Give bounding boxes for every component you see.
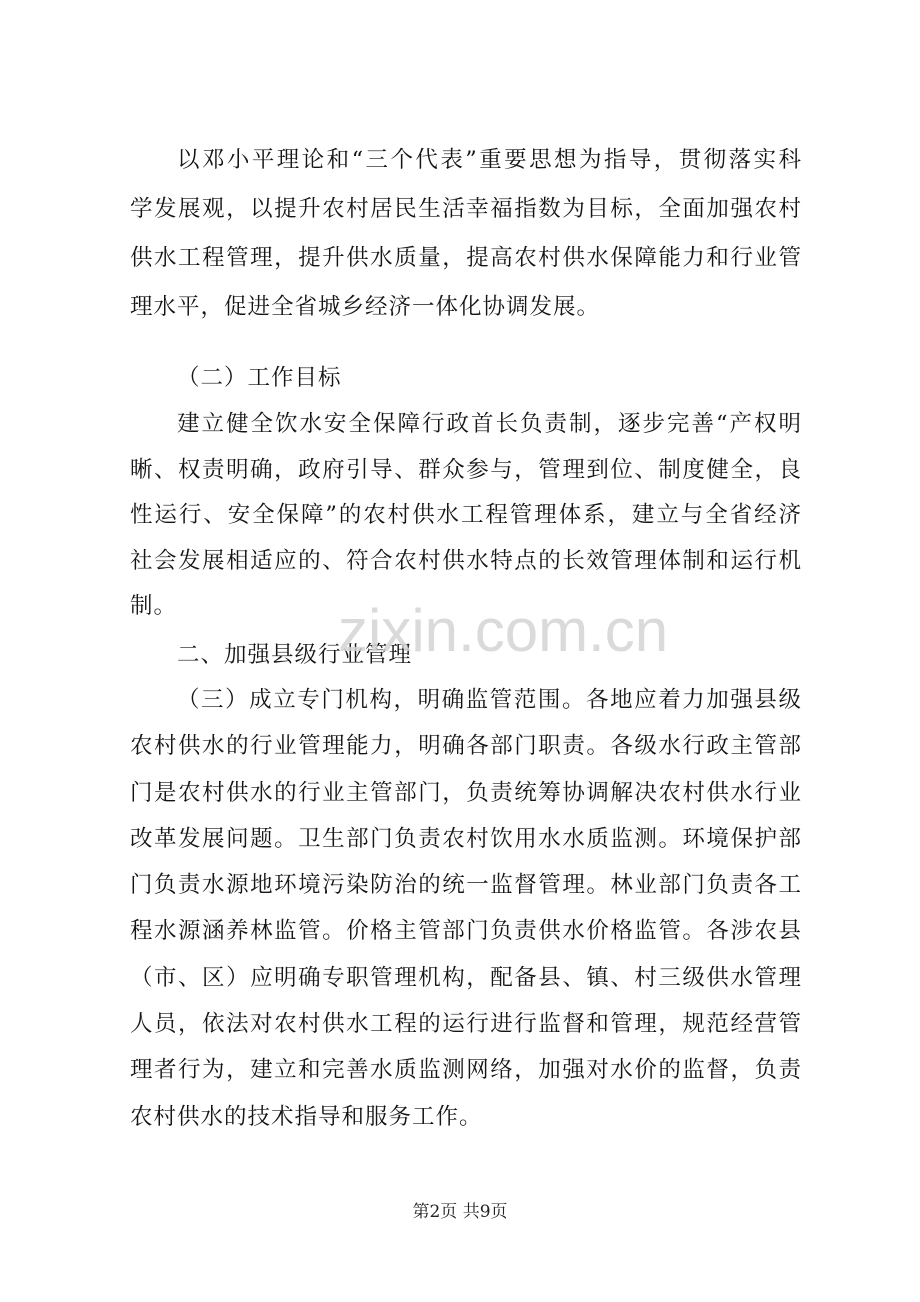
paragraph-line: 理水平，促进全省城乡经济一体化协调发展。 (130, 294, 601, 320)
paragraph-line: 建立健全饮水安全保障行政首长负责制，逐步完善“产权明 (177, 411, 802, 437)
paragraph-line: 以邓小平理论和“三个代表”重要思想为指导，贯彻落实科 (177, 147, 802, 173)
paragraph-dedicated-agencies (130, 677, 802, 1140)
paragraph-line: 学发展观，以提升农村居民生活幸福指数为目标，全面加强农村 (130, 196, 802, 222)
paragraph-line: 社会发展相适应的、符合农村供水特点的长效管理体制和运行机 (130, 547, 802, 574)
section-heading-work-goals (130, 355, 802, 401)
paragraph-line: 性运行、安全保障”的农村供水工程管理体系，建立与全省经济 (130, 502, 802, 528)
paragraph-line: 门负责水源地环境污染防治的统一监督管理。林业部门负责各工 (130, 872, 802, 899)
paragraph-line: 农村供水的技术指导和服务工作。 (130, 1103, 483, 1130)
paragraph-line: 改革发展问题。卫生部门负责农村饮用水水质监测。环境保护部 (130, 825, 802, 852)
paragraph-line: 程水源涵养林监管。价格主管部门负责供水价格监管。各涉农县 (130, 918, 802, 945)
paragraph-line: 制。 (130, 593, 178, 619)
paragraph-line: （市、区）应明确专职管理机构，配备县、镇、村三级供水管理 (130, 964, 802, 991)
page-number-footer: 第2页 共9页 (412, 1202, 508, 1222)
paragraph-line: （三）成立专门机构，明确监管范围。各地应着力加强县级 (177, 687, 802, 713)
paragraph-line: 人员，依法对农村供水工程的运行进行监督和管理，规范经营管 (130, 1011, 802, 1038)
paragraph-line: 晰、权责明确，政府引导、群众参与，管理到位、制度健全，良 (130, 456, 802, 483)
section-heading-county-management (130, 632, 802, 678)
paragraph-line: 理者行为，建立和完善水质监测网络，加强对水价的监督，负责 (130, 1057, 802, 1084)
paragraph-guiding-ideology (130, 136, 802, 332)
heading-text: （二）工作目标 (177, 365, 342, 391)
heading-text: 二、加强县级行业管理 (177, 642, 413, 668)
paragraph-line: 农村供水的行业管理能力，明确各部门职责。各级水行政主管部 (130, 733, 802, 760)
watermark-text: zixin.com.cn (338, 597, 669, 664)
paragraph-line: 供水工程管理，提升供水质量，提高农村供水保障能力和行业管 (130, 245, 802, 271)
paragraph-work-goals (130, 402, 802, 630)
paragraph-line: 门是农村供水的行业主管部门，负责统筹协调解决农村供水行业 (130, 779, 802, 806)
